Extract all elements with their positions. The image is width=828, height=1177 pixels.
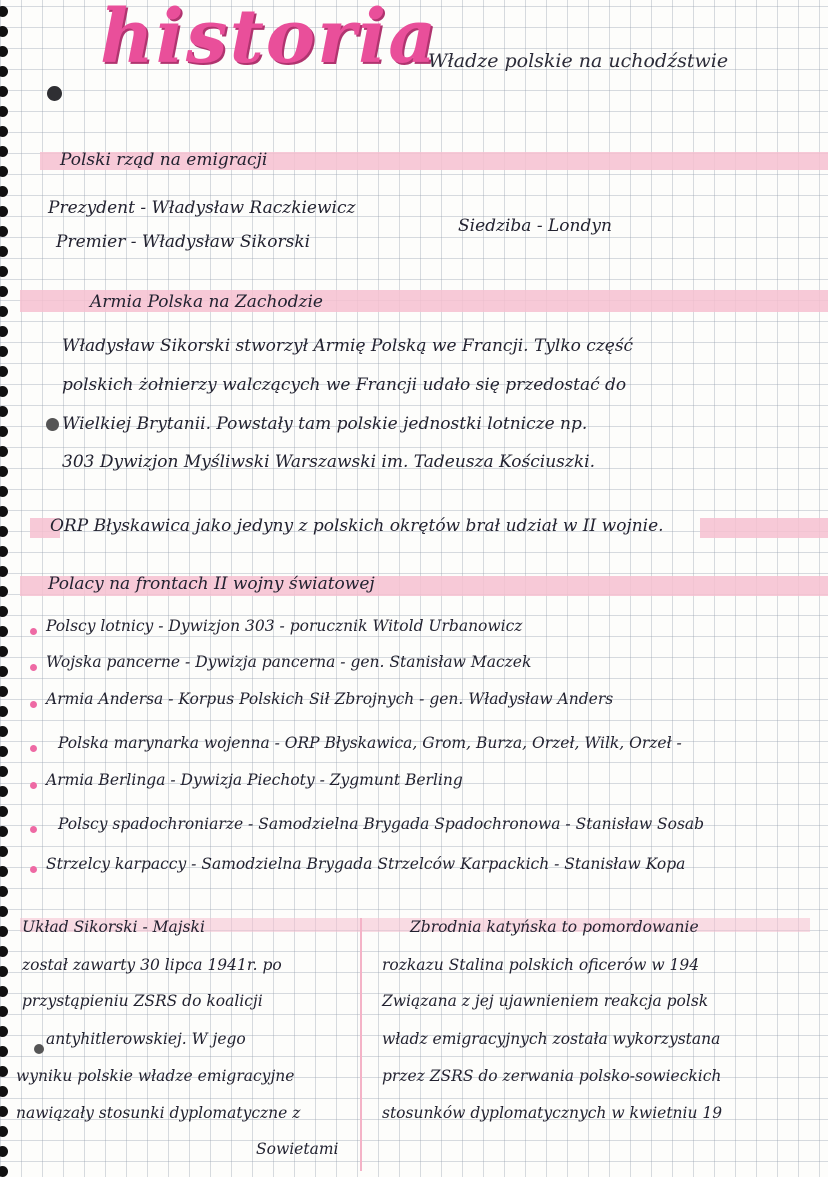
binder-hole [0, 386, 8, 397]
binder-hole [0, 106, 8, 117]
bullet-dot [30, 664, 37, 671]
binder-hole [0, 726, 8, 737]
binder-hole [0, 846, 8, 857]
binder-hole [0, 326, 8, 337]
left-box-line: nawiązały stosunki dyplomatyczne z [16, 1104, 301, 1122]
left-box-line: przystąpieniu ZSRS do koalicji [22, 992, 263, 1010]
topic-subtitle: Władze polskie na uchodźstwie [428, 50, 729, 72]
left-box-line: antyhitlerowskiej. W jego [46, 1030, 246, 1048]
bullet-dot [30, 701, 37, 708]
president-line: Prezydent - Władysław Raczkiewicz [48, 198, 356, 218]
binder-hole [0, 1046, 8, 1057]
binder-hole [0, 126, 8, 137]
binder-hole [0, 146, 8, 157]
highlight-band [700, 518, 828, 538]
army-line: 303 Dywizjon Myśliwski Warszawski im. Tadeusza Kościuszki. [62, 452, 595, 472]
bullet-dot [30, 866, 37, 873]
binder-holes [0, 0, 12, 1171]
binder-hole [0, 966, 8, 977]
binder-hole [0, 246, 8, 257]
binder-hole [0, 366, 8, 377]
bullet-dot [30, 628, 37, 635]
binder-hole [0, 946, 8, 957]
binder-hole [0, 646, 8, 657]
binder-hole [0, 266, 8, 277]
binder-hole [0, 346, 8, 357]
title-bullet [47, 86, 62, 101]
left-box-line: został zawarty 30 lipca 1941r. po [22, 956, 282, 974]
binder-hole [0, 506, 8, 517]
binder-hole [0, 1166, 8, 1177]
front-item: Armia Andersa - Korpus Polskich Sił Zbrojnych - gen. Władysław Anders [46, 690, 614, 708]
binder-hole [0, 566, 8, 577]
orp-note: ORP Błyskawica jako jedyny z polskich okrętów brał udział w II wojnie. [50, 516, 664, 536]
binder-hole [0, 826, 8, 837]
binder-hole [0, 486, 8, 497]
binder-hole [0, 906, 8, 917]
binder-hole [0, 1066, 8, 1077]
binder-hole [0, 606, 8, 617]
column-divider [360, 918, 362, 1171]
binder-hole [0, 766, 8, 777]
binder-hole [0, 166, 8, 177]
binder-hole [0, 406, 8, 417]
binder-hole [0, 306, 8, 317]
front-item: Strzelcy karpaccy - Samodzielna Brygada Strzelców Karpackich - Stanisław Kopa [46, 855, 686, 873]
binder-hole [0, 226, 8, 237]
left-box-line: Układ Sikorski - Majski [22, 918, 205, 936]
page-title: historia [100, 0, 439, 80]
right-box-line: Zbrodnia katyńska to pomordowanie [410, 918, 699, 936]
binder-hole [0, 1026, 8, 1037]
right-box-line: stosunków dyplomatycznych w kwietniu 19 [382, 1104, 723, 1122]
army-line: Wielkiej Brytanii. Powstały tam polskie jednostki lotnicze np. [62, 414, 588, 434]
premier-line: Premier - Władysław Sikorski [56, 232, 311, 252]
right-box-line: rozkazu Stalina polskich oficerów w 194 [382, 956, 700, 974]
bullet-dot [30, 826, 37, 833]
front-item: Polscy lotnicy - Dywizjon 303 - porucznik Witold Urbanowicz [46, 617, 523, 635]
section-heading-army: Armia Polska na Zachodzie [90, 292, 323, 312]
right-box-line: Związana z jej ujawnieniem reakcja polsk [382, 992, 709, 1010]
margin-dot [46, 418, 59, 431]
section-heading-government: Polski rząd na emigracji [60, 150, 268, 170]
binder-hole [0, 746, 8, 757]
binder-hole [0, 186, 8, 197]
binder-hole [0, 6, 8, 17]
binder-hole [0, 626, 8, 637]
army-line: polskich żołnierzy walczących we Francji udało się przedostać do [62, 375, 627, 395]
binder-hole [0, 986, 8, 997]
left-box-line: Sowietami [256, 1140, 339, 1158]
binder-hole [0, 1126, 8, 1137]
seat-line: Siedziba - Londyn [458, 216, 612, 236]
binder-hole [0, 586, 8, 597]
binder-hole [0, 526, 8, 537]
binder-hole [0, 866, 8, 877]
right-box-line: przez ZSRS do zerwania polsko-sowieckich [382, 1067, 722, 1085]
bullet-dot [30, 782, 37, 789]
front-item: Armia Berlinga - Dywizja Piechoty - Zygmunt Berling [46, 771, 463, 789]
binder-hole [0, 286, 8, 297]
binder-hole [0, 66, 8, 77]
binder-hole [0, 1106, 8, 1117]
binder-hole [0, 666, 8, 677]
binder-hole [0, 466, 8, 477]
binder-hole [0, 686, 8, 697]
binder-hole [0, 426, 8, 437]
binder-hole [0, 46, 8, 57]
binder-hole [0, 1006, 8, 1017]
binder-hole [0, 786, 8, 797]
binder-hole [0, 1086, 8, 1097]
front-item: Polscy spadochroniarze - Samodzielna Brygada Spadochronowa - Stanisław Sosab [58, 815, 705, 833]
binder-hole [0, 806, 8, 817]
right-box-line: władz emigracyjnych została wykorzystana [382, 1030, 721, 1048]
binder-hole [0, 446, 8, 457]
front-item: Wojska pancerne - Dywizja pancerna - gen. Stanisław Maczek [46, 653, 532, 671]
binder-hole [0, 706, 8, 717]
binder-hole [0, 86, 8, 97]
binder-hole [0, 206, 8, 217]
binder-hole [0, 26, 8, 37]
binder-hole [0, 1146, 8, 1157]
front-item: Polska marynarka wojenna - ORP Błyskawica, Grom, Burza, Orzeł, Wilk, Orzeł - [58, 734, 682, 752]
section-heading-fronts: Polacy na frontach II wojny światowej [48, 574, 375, 594]
bullet-dot [30, 745, 37, 752]
binder-hole [0, 886, 8, 897]
margin-dot [34, 1044, 44, 1054]
left-box-line: wyniku polskie władze emigracyjne [16, 1067, 295, 1085]
binder-hole [0, 926, 8, 937]
binder-hole [0, 546, 8, 557]
army-line: Władysław Sikorski stworzył Armię Polską we Francji. Tylko część [62, 336, 634, 356]
